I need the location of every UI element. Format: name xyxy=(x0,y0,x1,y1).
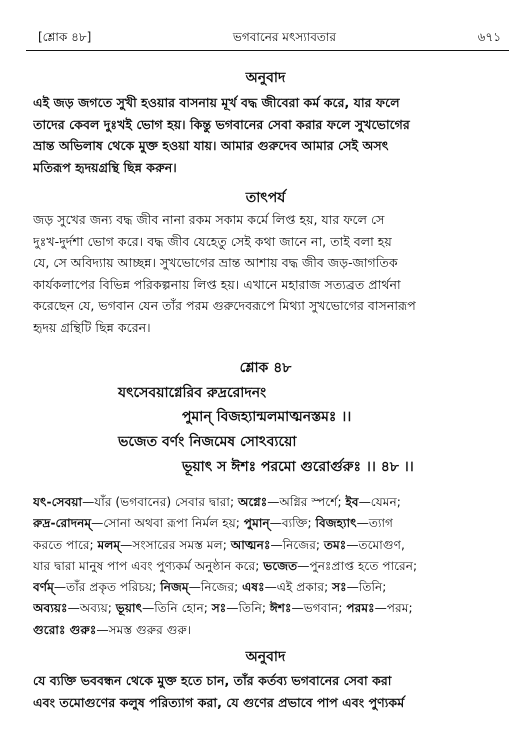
synonym-gloss: —ভগবান; xyxy=(291,601,347,616)
synonym-gloss: —তাঁর প্রকৃত পরিচয়; xyxy=(53,580,161,595)
synonym-term: আত্মনঃ xyxy=(230,537,271,552)
synonym-gloss: করতে পারে; xyxy=(33,537,98,552)
purport-text xyxy=(33,209,505,338)
synonym-gloss: —নিজের; xyxy=(270,537,324,552)
verse-line: ভজেত বর্ণং নিজমেষ সোঽব্যয়ো xyxy=(118,434,297,450)
synonym-gloss: —ব্যক্তি; xyxy=(269,516,316,531)
purport-line: কার্যকলাপের বিভিন্ন পরিকল্পনায় লিপ্ত হয়। এখানে মহারাজ সত্যব্রত প্রার্থনা xyxy=(33,276,401,292)
synonym-term: ইব xyxy=(345,495,359,509)
synonym-term: যৎ-সেবয়া xyxy=(33,495,83,509)
synonym-term: সঃ xyxy=(332,580,347,595)
synonym-gloss: —নিজের; xyxy=(188,580,243,595)
synonym-gloss: —অগ্নির স্পর্শে; xyxy=(267,495,346,509)
purport-line: যে, সে অবিদ্যায় আচ্ছন্ন। সুখভোগের ভ্রান্ত আশায় বদ্ধ জীব জড়-জাগতিক xyxy=(33,255,398,270)
synonym-term: বর্ণম্ xyxy=(33,580,54,595)
synonym-gloss: —তিনি হোন; xyxy=(142,601,212,616)
header-chapter-title: ভগবানের মৎস্যাবতার xyxy=(232,30,337,44)
synonym-line xyxy=(33,556,505,577)
header-verse-ref: [শ্লোক ৪৮] xyxy=(38,30,92,44)
purport-line: জড় সুখের জন্য বদ্ধ জীব নানা রকম সকাম কর্মে লিপ্ত হয়, যার ফলে সে xyxy=(33,212,385,227)
synonym-gloss: —ত্যাগ xyxy=(356,516,394,531)
verse-line: পুমান্ বিজহ্যান্মলমাত্মনস্তমঃ ।। xyxy=(182,409,352,425)
synonym-line xyxy=(33,577,505,598)
synonym-gloss: —যেমন; xyxy=(358,495,401,509)
synonym-line xyxy=(33,535,505,556)
translation-heading: অনুবাদ xyxy=(245,70,286,86)
synonym-term: রুদ্র-রোদনম্ xyxy=(33,516,92,531)
header-rule xyxy=(26,50,509,51)
synonym-gloss: —অব্যয়; xyxy=(67,601,116,616)
synonym-gloss: —পরম; xyxy=(374,601,413,616)
synonym-gloss: —তিনি; xyxy=(226,601,270,616)
verse-heading: শ্লোক ৪৮ xyxy=(239,360,292,376)
verse-line: যৎসেবয়াগ্নেরিব রুদ্ররোদনং xyxy=(118,385,267,401)
translation-line: এই জড় জগতে সুখী হওয়ার বাসনায় মূর্খ বদ্ধ জীবেরা কর্ম করে, যার ফলে xyxy=(33,95,400,110)
running-header xyxy=(38,30,501,48)
synonym-line xyxy=(33,492,505,513)
translation2-line: যে ব্যক্তি ভববন্ধন থেকে মুক্ত হতে চান, তাঁর কর্তব্য ভগবানের সেবা করা xyxy=(33,673,392,688)
synonym-term: পুমান্ xyxy=(243,516,270,531)
translation2-heading: অনুবাদ xyxy=(245,649,286,665)
synonym-term: ঈশঃ xyxy=(269,601,292,616)
synonym-term: তমঃ xyxy=(323,537,347,552)
synonym-gloss: —তিনি; xyxy=(346,580,387,595)
synonym-gloss: যার দ্বারা মানুষ পাপ এবং পুণ্যকর্ম অনুষ্ঠান করে; xyxy=(33,558,264,573)
synonym-term: পরমঃ xyxy=(346,601,375,616)
purport-line: দুঃখ-দুর্দশা ভোগ করে। বদ্ধ জীব যেহেতু সেই কথা জানে না, তাই বলা হয় xyxy=(33,233,392,249)
translation-text xyxy=(33,92,505,178)
synonym-term: নিজম্ xyxy=(160,580,189,595)
synonym-term: ভজেত xyxy=(263,558,298,573)
synonym-gloss: —সমস্ত গুরুর গুরু। xyxy=(96,622,192,637)
translation-line: তাদের কেবল দুঃখই ভোগ হয়। কিন্তু ভগবানের সেবা করার ফলে সুখভোগের xyxy=(33,116,410,132)
purport-heading: তাৎপর্য xyxy=(245,190,286,206)
translation2-text xyxy=(33,670,505,713)
translation2-line: এবং তমোগুণের কলুষ পরিত্যাগ করা, যে গুণের প্রভাবে পাপ এবং পুণ্যকর্ম xyxy=(33,694,405,710)
synonym-term: গুরোঃ গুরুঃ xyxy=(33,622,97,637)
synonym-gloss: —এই প্রকার; xyxy=(264,580,333,595)
synonym-term: বিজহ্যাৎ xyxy=(315,516,357,531)
verse-line: ভূয়াৎ স ঈশঃ পরমো গুরোর্গুরুঃ ।। ৪৮ ।। xyxy=(182,459,414,475)
synonym-gloss: —পুনঃপ্রাপ্ত হতে পারেন; xyxy=(297,558,418,573)
synonym-term: ভূয়াৎ xyxy=(115,601,143,616)
synonym-term: এষঃ xyxy=(242,580,265,595)
synonyms-block xyxy=(33,492,505,641)
synonym-gloss: —সোনা অথবা রূপা নির্মল হয়; xyxy=(91,516,244,531)
synonym-term: সঃ xyxy=(211,601,227,616)
translation-line: ভ্রান্ত অভিলাষ থেকে মুক্ত হওয়া যায়। আমার গুরুদেব আমার সেই অসৎ xyxy=(33,138,389,153)
synonym-line xyxy=(33,598,505,619)
synonym-gloss: —তমোগুণ, xyxy=(346,537,405,552)
purport-line: করেছেন যে, ভগবান যেন তাঁর পরম গুরুদেবরূপে মিথ্যা সুখভোগের বাসনারূপ xyxy=(33,298,416,313)
translation-line: মতিরূপ হৃদয়গ্রন্থি ছিন্ন করুন। xyxy=(33,159,177,175)
synonym-term: মলম্ xyxy=(97,537,121,552)
purport-line: হৃদয় গ্রন্থিটি ছিন্ন করেন। xyxy=(33,319,151,335)
synonym-gloss: —যাঁর (ভগবানের) সেবার দ্বারা; xyxy=(82,495,238,509)
synonym-gloss: —সংসারের সমস্ত মল; xyxy=(120,537,231,552)
page-number: ৬৭১ xyxy=(477,30,501,44)
synonym-line xyxy=(33,513,505,534)
synonym-term: অগ্নেঃ xyxy=(237,495,268,509)
synonym-line xyxy=(33,620,505,641)
synonym-term: অব্যয়ঃ xyxy=(33,601,68,616)
